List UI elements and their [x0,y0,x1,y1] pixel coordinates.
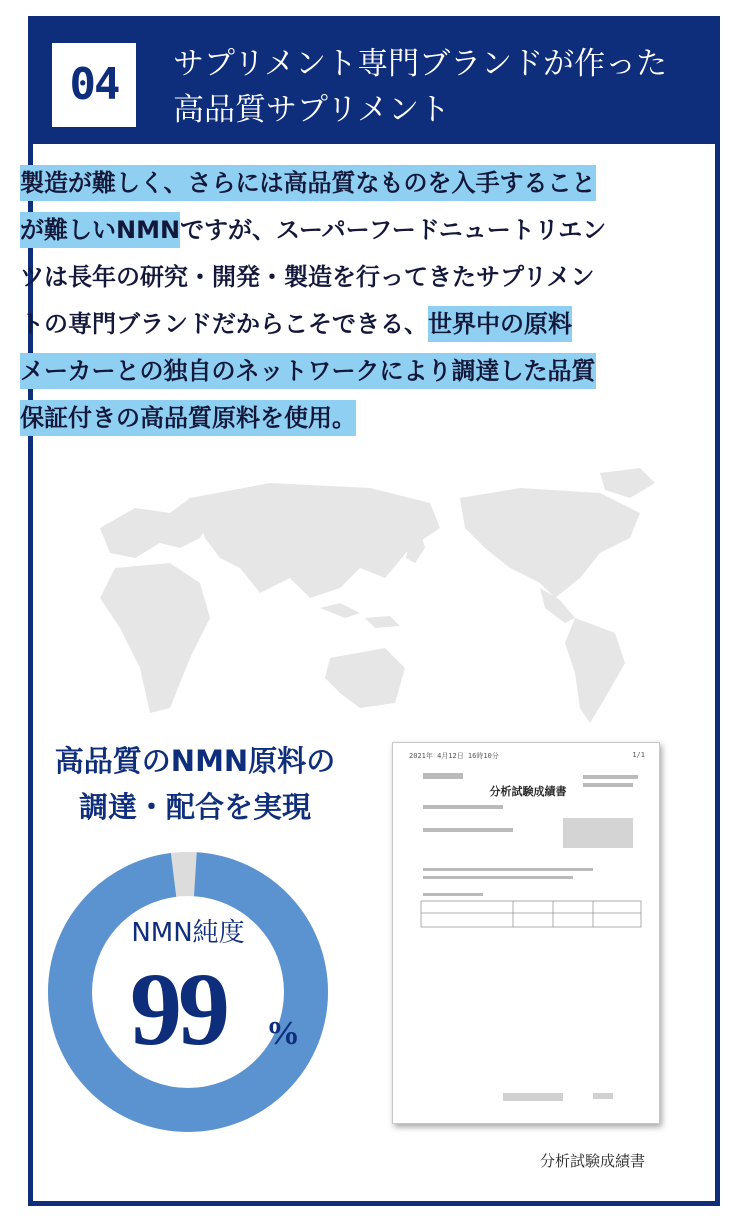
section-title [173,41,703,133]
certificate-document-image [392,742,660,1124]
purity-unit: % [266,1015,300,1052]
intro-highlight-4: メーカーとの独自のネットワークにより調達した品質 [20,353,596,389]
certificate-title: 分析試験成績書 [489,785,567,798]
promo-line-2: 調達・配合を実現 [78,790,311,824]
section-header [33,21,715,144]
intro-highlight-5: 保証付きの高品質原料を使用。 [20,400,356,436]
title-line-2: 高品質サプリメント [173,92,451,128]
purity-label: NMN純度 [131,918,245,948]
intro-highlight-2: が難しいNMN [20,212,180,248]
intro-highlight-1: 製造が難しく、さらには高品質なものを入手すること [20,165,596,201]
certificate-date: 2021年 4月12日 16時10分 1/1 [409,751,645,760]
certificate-caption: 分析試験成績書 [540,1152,646,1170]
intro-text-3: トの専門ブランドだからこそできる、 [20,310,428,338]
promo-line-1: 高品質のNMN原料の [54,744,336,778]
title-line-1: サプリメント専門ブランドが作った [173,46,668,82]
certificate-body-lines [393,743,659,1123]
purity-value: 99 [130,952,226,1067]
intro-text-1: ですが、スーパーフードニュートリエン [180,216,607,244]
promo-heading [20,738,370,830]
intro-text-2: ツは長年の研究・開発・製造を行ってきたサプリメン [20,263,595,291]
intro-highlight-3: 世界中の原料 [428,306,572,342]
section-number: 04 [52,43,136,127]
world-map-illustration [40,468,660,728]
intro-paragraph [20,160,670,442]
